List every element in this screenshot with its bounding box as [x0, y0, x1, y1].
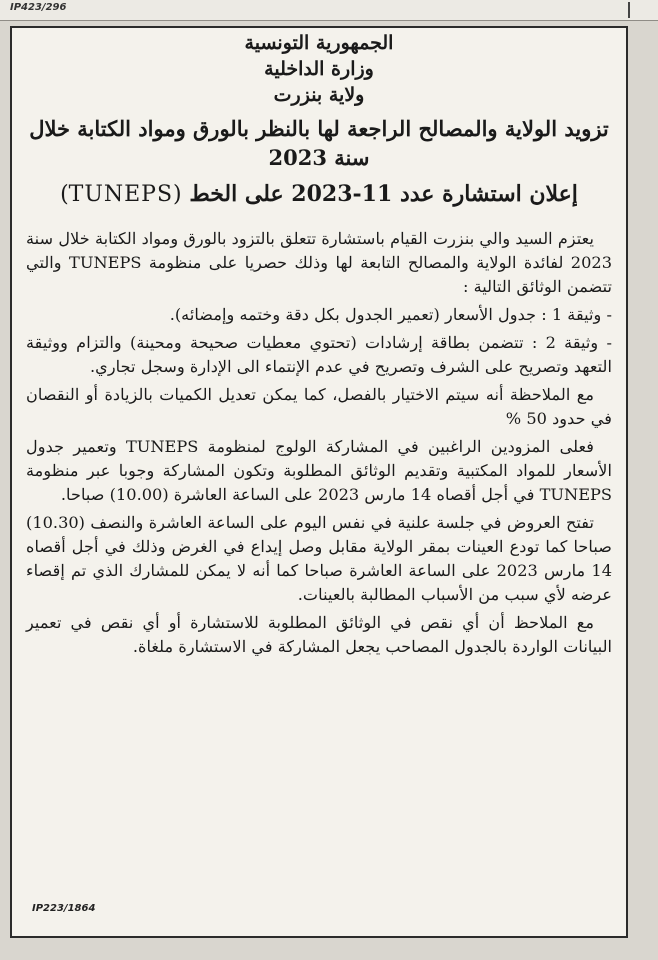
previous-clipping-strip [0, 0, 658, 21]
notice-body [26, 227, 612, 659]
nullity-note-paragraph: مع الملاحظ أن أي نقص في الوثائق المطلوبة للاستشارة أو أي نقص في تعمير البيانات الواردة بالجدول المصاحب يجعل المشاركة في الاستشارة ملغاة. [26, 613, 612, 656]
governorate-line: ولاية بنزرت [273, 84, 365, 106]
document-1-item: - وثيقة 1 : جدول الأسعار (تعمير الجدول بكل دقة وختمه وإمضائه). [169, 305, 612, 324]
consultation-heading [18, 178, 620, 211]
consultation-label: إعلان استشارة عدد 11-2023 على الخط [189, 181, 578, 207]
intro-paragraph: يعتزم السيد والي بنزرت القيام باستشارة تتعلق بالتزود بالورق ومواد الكتابة خلال سنة 2023 لفائدة الولاية والمصالح التابعة لها وذلك حصريا على منظومة TUNEPS والتي تتضمن الوثائق التالية : [26, 229, 612, 296]
official-header [12, 30, 626, 108]
strip-divider [628, 2, 630, 18]
notice-title: تزويد الولاية والمصالح الراجعة لها بالنظر بالورق ومواد الكتابة خلال سنة 2023 [29, 116, 609, 170]
opening-paragraph: تفتح العروض في جلسة علنية في نفس اليوم على الساعة العاشرة والنصف (10.30) صباحا كما تودع العينات بمقر الولاية مقابل وصل إيداع في الغرض وذلك في أجل أقصاه 14 مارس 2023 على الساعة العاشرة صباحا كما أنه لا يمكن للمشارك الذي تم إقصاء عرضه لأي سبب من الأسباب المطالبة بالعينات. [26, 513, 613, 604]
document-2-item: - وثيقة 2 : تتضمن بطاقة إرشادات (تحتوي معطيات صحيحة ومحينة) والتزام ووثيقة التعهد وتصريح على الشرف وتصريح في عدم الإنتماء الى الإدارة وسجل تجاري. [26, 333, 612, 376]
participation-paragraph: فعلى المزودين الراغبين في المشاركة الولوج لمنظومة TUNEPS وتعمير جدول الأسعار للمواد المكتبية وتقديم الوثائق المطلوبة وتكون المشاركة وجوبا عبر منظومة TUNEPS في أجل أقصاه 14 مارس 2023 على الساعة العاشرة (10.00) صباحا. [26, 437, 612, 504]
republic-line: الجمهورية التونسية [244, 32, 394, 54]
top-reference-code: IP423/296 [10, 2, 67, 13]
consultation-platform: (TUNEPS) [60, 182, 182, 207]
selection-note-paragraph: مع الملاحظة أنه سيتم الاختيار بالفصل، كما يمكن تعديل الكميات بالزيادة أو النقصان في حدود 50 % [26, 385, 612, 428]
bottom-reference-code: IP223/1864 [32, 903, 96, 914]
notice-frame [10, 26, 628, 938]
ministry-line: وزارة الداخلية [264, 58, 374, 80]
